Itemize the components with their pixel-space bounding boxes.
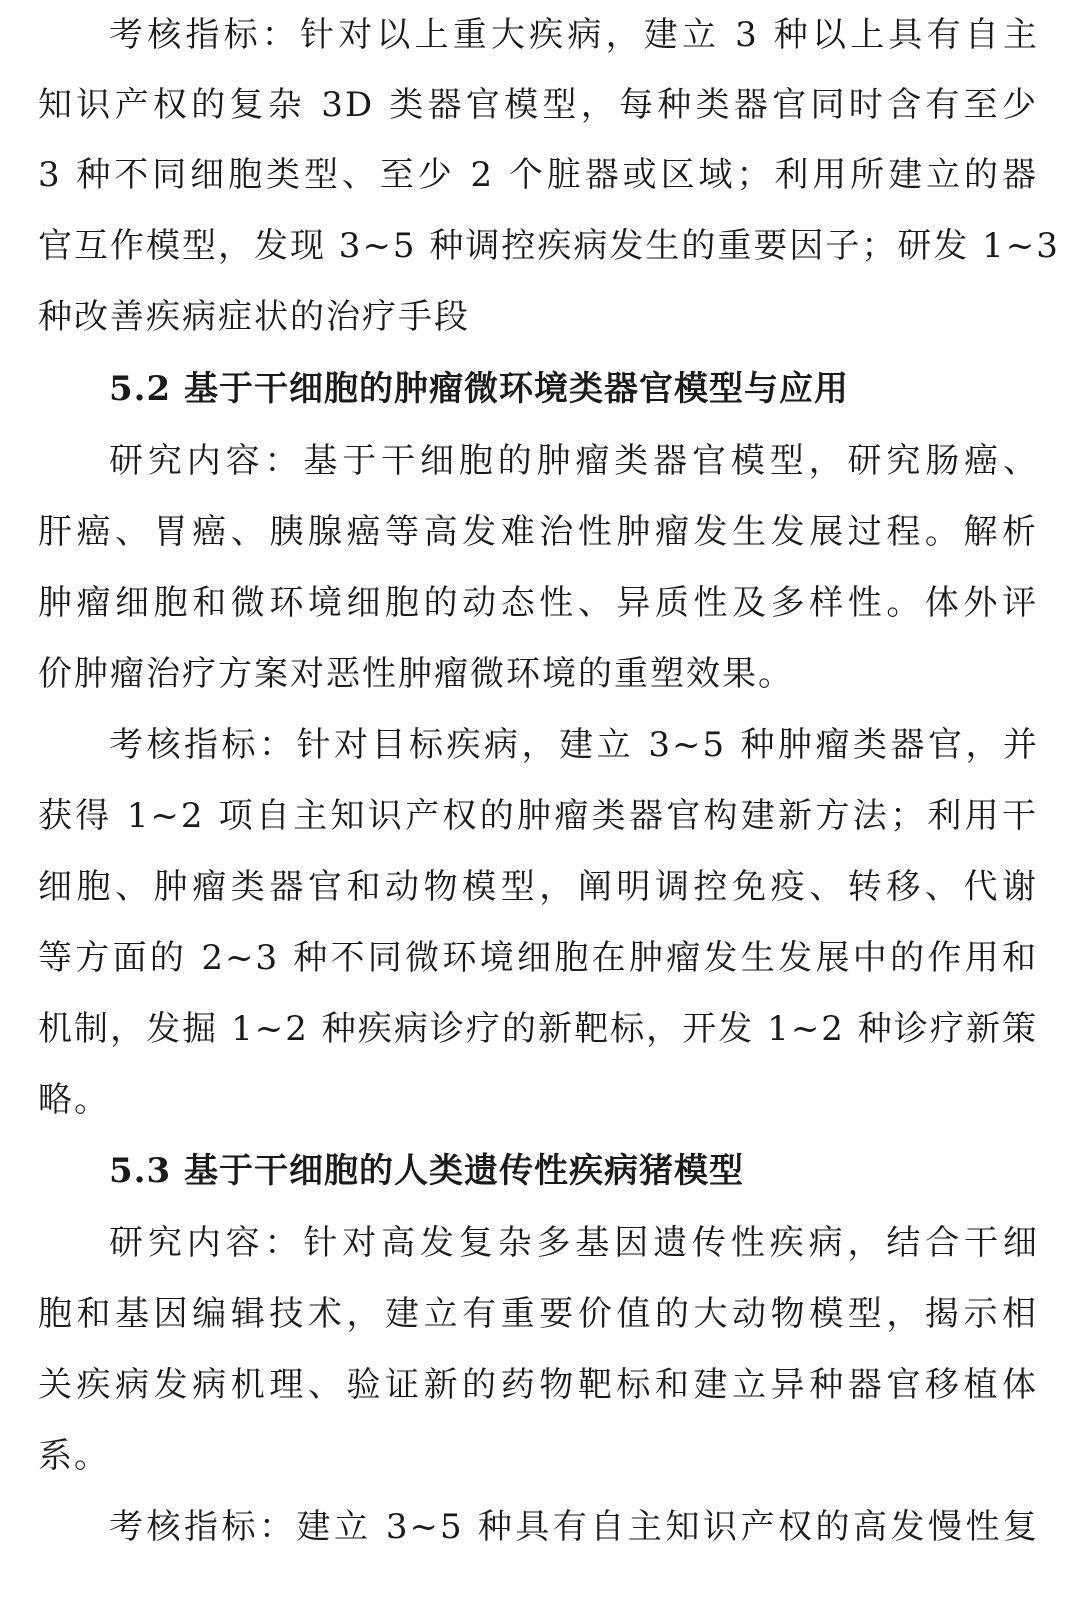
section-heading: 5.2 基于干细胞的肿瘤微环境类器官模型与应用 — [109, 369, 849, 409]
paragraph-line: 研究内容：针对高发复杂多基因遗传性疾病，结合干细 — [109, 1223, 1039, 1263]
paragraph-line: 官互作模型，发现 3~5 种调控疾病发生的重要因子；研发 1~3 — [38, 226, 1060, 266]
paragraph-line: 3 种不同细胞类型、至少 2 个脏器或区域；利用所建立的器 — [38, 155, 1038, 195]
paragraph-line: 关疾病发病机理、验证新的药物靶标和建立异种器官移植体 — [38, 1365, 1038, 1405]
paragraph-line: 考核指标：针对目标疾病，建立 3~5 种肿瘤类器官，并 — [109, 725, 1039, 765]
paragraph-line: 种改善疾病症状的治疗手段 — [38, 297, 470, 337]
paragraph-line: 价肿瘤治疗方案对恶性肿瘤微环境的重塑效果。 — [38, 654, 794, 694]
section-heading: 5.3 基于干细胞的人类遗传性疾病猪模型 — [109, 1151, 744, 1191]
paragraph-line: 肝癌、胃癌、胰腺癌等高发难治性肿瘤发生发展过程。解析 — [38, 512, 1038, 552]
paragraph-line: 考核指标：建立 3~5 种具有自主知识产权的高发慢性复 — [109, 1507, 1039, 1547]
paragraph-line: 知识产权的复杂 3D 类器官模型，每种类器官同时含有至少 — [38, 85, 1038, 125]
paragraph-line: 获得 1~2 项自主知识产权的肿瘤类器官构建新方法；利用干 — [38, 796, 1038, 836]
paragraph-line: 肿瘤细胞和微环境细胞的动态性、异质性及多样性。体外评 — [38, 583, 1038, 623]
paragraph-line: 研究内容：基于干细胞的肿瘤类器官模型，研究肠癌、 — [109, 441, 1039, 481]
paragraph-line: 考核指标：针对以上重大疾病，建立 3 种以上具有自主 — [109, 15, 1039, 55]
paragraph-line: 细胞、肿瘤类器官和动物模型，阐明调控免疫、转移、代谢 — [38, 867, 1038, 907]
paragraph-line: 略。 — [38, 1080, 110, 1120]
paragraph-line: 等方面的 2~3 种不同微环境细胞在肿瘤发生发展中的作用和 — [38, 938, 1038, 978]
paragraph-line: 胞和基因编辑技术，建立有重要价值的大动物模型，揭示相 — [38, 1294, 1038, 1334]
paragraph-line: 系。 — [38, 1436, 110, 1476]
paragraph-line: 机制，发掘 1~2 种疾病诊疗的新靶标，开发 1~2 种诊疗新策 — [38, 1009, 1038, 1049]
